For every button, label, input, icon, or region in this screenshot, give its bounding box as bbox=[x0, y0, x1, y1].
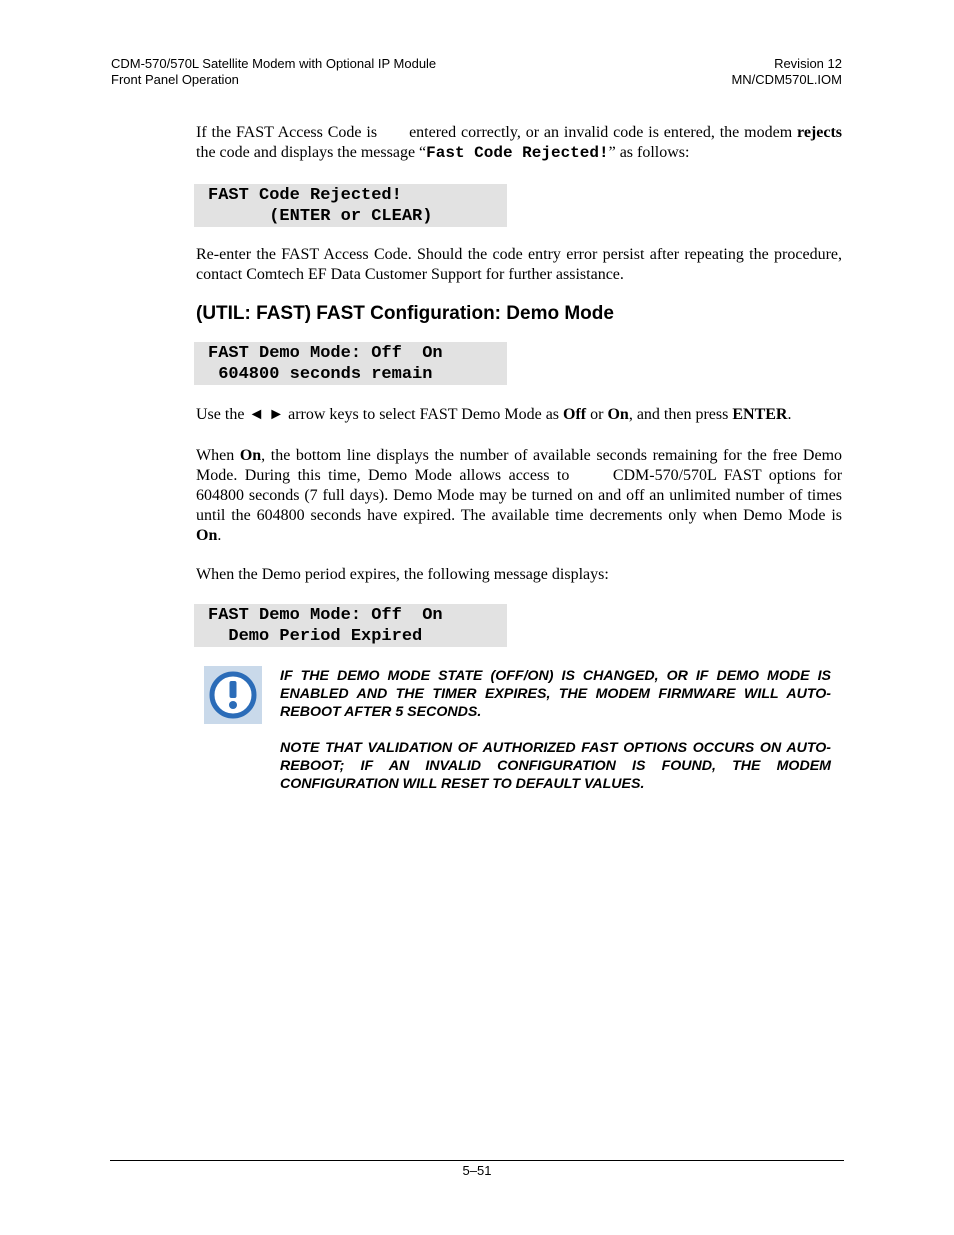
paragraph-expired: When the Demo period expires, the following message displays: bbox=[196, 566, 609, 583]
arrow-keys-icon: ◄ ► bbox=[248, 406, 285, 423]
doc-title: CDM-570/570L Satellite Modem with Optional IP Module bbox=[111, 56, 437, 71]
section-title: (UTIL: FAST) FAST Configuration: Demo Mode bbox=[196, 303, 614, 324]
note-paragraph: NOTE THAT VALIDATION OF AUTHORIZED FAST OPTIONS OCCURS ON AUTO-REBOOT; IF AN INVALID CONFIGURATION IS FOUND, THE MODEM CONFIGURATION WILL RESET TO DEFAULT VALUES. bbox=[280, 740, 831, 792]
paragraph-demo-description: When On, the bottom line displays the number of available seconds remaining for the free Demo Mode. During this time, Demo Mode allows access to CDM-570/570L FAST options for 604800 seconds (7 full days). Demo Mode may be turned on and off an unlimited number of times until the 604800 seconds have expired. The available time decrements only when Demo Mode is On. bbox=[196, 447, 843, 544]
note-paragraph: IF THE DEMO MODE STATE (OFF/ON) IS CHANGED, OR IF DEMO MODE IS ENABLED AND THE TIMER EXPIRES, THE MODEM FIRMWARE WILL AUTO-REBOOT AFTER 5 SECONDS. bbox=[280, 668, 831, 720]
lcd-display-demo-mode: FAST Demo Mode: Off On 604800 seconds remain bbox=[194, 342, 507, 385]
paragraph-reenter: Re-enter the FAST Access Code. Should the code entry error persist after repeating the procedure, contact Comtech EF Data Customer Support for further assistance. bbox=[196, 246, 842, 283]
footer-divider bbox=[110, 1160, 844, 1161]
paragraph-rejected: If the FAST Access Code is entered correctly, or an invalid code is entered, the modem rejects the code and displays the message “Fast Code Rejected!” as follows: bbox=[196, 124, 843, 162]
exclamation-icon bbox=[204, 666, 262, 724]
header-left bbox=[111, 56, 436, 88]
lcd-display-rejected: FAST Code Rejected! (ENTER or CLEAR) bbox=[194, 184, 507, 227]
page-number: 5–51 bbox=[462, 1163, 492, 1178]
lcd-display-expired: FAST Demo Mode: Off On Demo Period Expired bbox=[194, 604, 507, 647]
doc-number: MN/CDM570L.IOM bbox=[731, 72, 842, 87]
important-note bbox=[280, 667, 831, 793]
paragraph-arrow-keys: Use the ◄ ► arrow keys to select FAST Demo Mode as Off or On, and then press ENTER. bbox=[196, 406, 792, 423]
header-right bbox=[731, 56, 842, 88]
doc-revision: Revision 12 bbox=[774, 56, 842, 71]
doc-chapter: Front Panel Operation bbox=[111, 72, 239, 87]
